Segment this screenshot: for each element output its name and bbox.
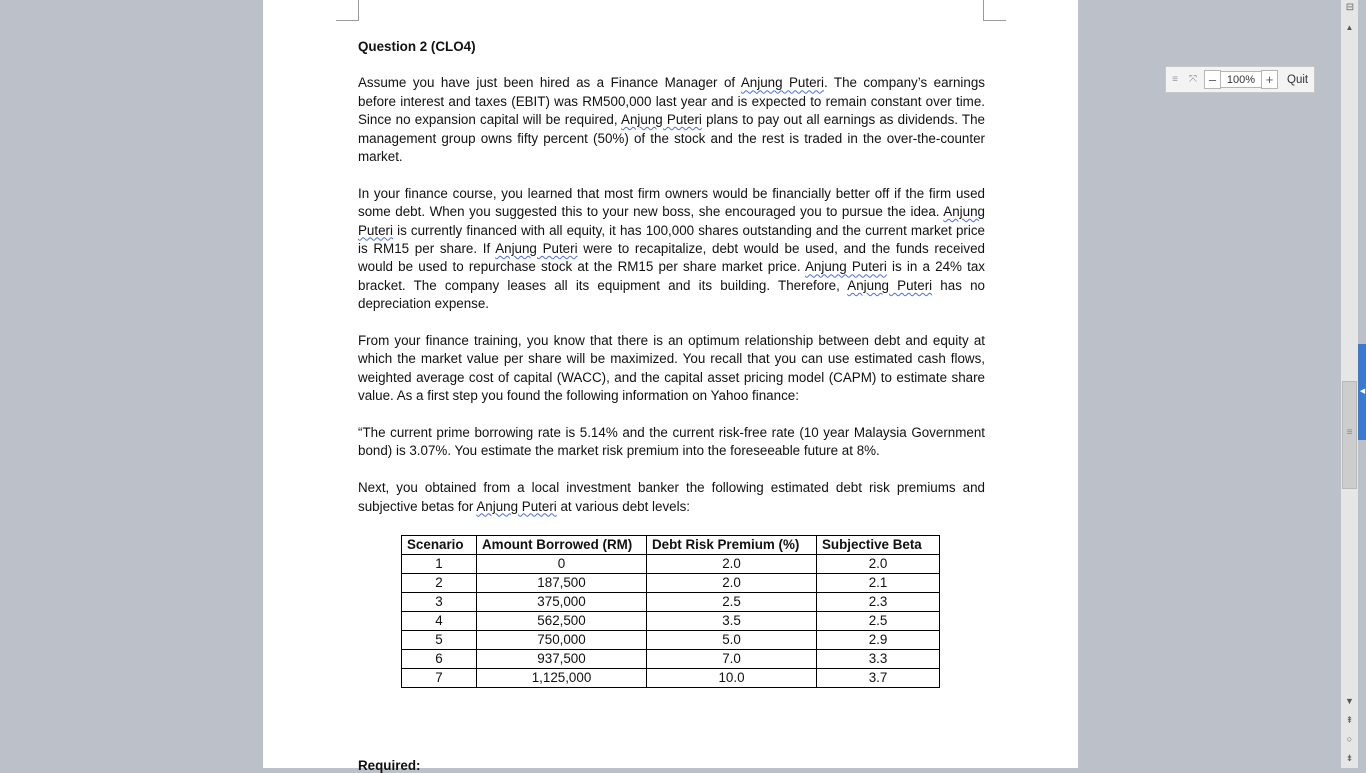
spellcheck-flagged-word: Anjung Puteri xyxy=(358,204,985,238)
table-row xyxy=(402,555,940,574)
debt-levels-table xyxy=(401,535,940,688)
spellcheck-flagged-word: Anjung Puteri xyxy=(740,75,824,91)
zoom-out-button[interactable]: – xyxy=(1204,70,1221,89)
cell-debt-risk-premium: 2.0 xyxy=(647,555,817,574)
table-row xyxy=(402,631,940,650)
cell-amount-borrowed: 937,500 xyxy=(477,650,647,669)
spellcheck-flagged-word: Anjung Puteri xyxy=(495,241,578,257)
arrow-down-icon[interactable]: ▼ xyxy=(1345,696,1354,706)
table-header-row xyxy=(402,536,940,555)
document-body[interactable] xyxy=(358,38,985,534)
text-run: In your finance course, you learned that most firm owners would be financially better off if the firm used some debt. When you suggested this to your new boss, she encouraged you to pursue the idea. xyxy=(358,185,985,220)
quit-button[interactable]: Quit xyxy=(1287,73,1309,86)
cell-scenario: 2 xyxy=(402,574,477,593)
page-corner-mark-left xyxy=(336,0,359,21)
cell-debt-risk-premium: 5.0 xyxy=(647,631,817,650)
text-run: has no depreciation expense. xyxy=(358,277,985,312)
cell-amount-borrowed: 562,500 xyxy=(477,612,647,631)
page-corner-mark-right xyxy=(983,0,1006,21)
cell-scenario: 7 xyxy=(402,669,477,688)
table-row xyxy=(402,612,940,631)
cell-subjective-beta: 3.3 xyxy=(817,650,940,669)
header-subjective-beta: Subjective Beta xyxy=(817,536,940,555)
text-run: Assume you have just been hired as a Finance Manager of xyxy=(358,75,741,91)
cell-scenario: 5 xyxy=(402,631,477,650)
header-debt-risk-premium: Debt Risk Premium (%) xyxy=(647,536,817,555)
required-heading: Required: xyxy=(358,758,421,773)
cell-amount-borrowed: 1,125,000 xyxy=(477,669,647,688)
fit-page-icon[interactable]: ⤧ xyxy=(1189,74,1197,85)
menu-icon[interactable]: ≡ xyxy=(1172,74,1178,85)
text-run: plans to pay out all earnings as dividends. The management group owns fifty percent (50%) of the stock and the rest is traded in the over-the-counter market. xyxy=(358,112,986,165)
cell-scenario: 3 xyxy=(402,593,477,612)
cell-debt-risk-premium: 2.0 xyxy=(647,574,817,593)
spellcheck-flagged-word: Anjung Puteri xyxy=(476,498,557,514)
text-run: . The company’s earnings before interest and taxes (EBIT) was RM500,000 last year and is expected to remain constant over time. Since no expansion capital will be required, xyxy=(358,75,985,128)
text-run: at various debt levels: xyxy=(556,498,690,514)
header-scenario: Scenario xyxy=(402,536,477,555)
cell-subjective-beta: 2.5 xyxy=(817,612,940,631)
cell-subjective-beta: 2.1 xyxy=(817,574,940,593)
text-run: Next, you obtained from a local investment banker the following estimated debt risk premiums and subjective betas for xyxy=(358,480,985,514)
text-run: is currently financed with all equity, it has 100,000 shares outstanding and the current market price is RM15 per share. If xyxy=(358,222,985,257)
cell-subjective-beta: 3.7 xyxy=(817,669,940,688)
spellcheck-flagged-word: Anjung Puteri xyxy=(847,277,933,293)
cell-debt-risk-premium: 3.5 xyxy=(647,612,817,631)
double-arrow-up-icon[interactable]: ⇞ xyxy=(1345,715,1354,725)
cell-amount-borrowed: 187,500 xyxy=(477,574,647,593)
cell-amount-borrowed: 0 xyxy=(477,555,647,574)
table-row xyxy=(402,650,940,669)
cell-scenario: 4 xyxy=(402,612,477,631)
chevron-left-icon: ◀ xyxy=(1359,388,1366,395)
question-heading: Question 2 (CLO4) xyxy=(358,39,476,54)
text-run: is in a 24% tax bracket. The company leases all its equipment and its building. Therefore, xyxy=(358,259,985,293)
cell-debt-risk-premium: 2.5 xyxy=(647,593,817,612)
table-row xyxy=(402,593,940,612)
text-run: “The current prime borrowing rate is 5.14% and the current risk-free rate (10 year Malaysia Government bond) is 3.07%. You estimate the market risk premium into the foreseeable future at 8%. xyxy=(358,425,985,459)
circle-icon[interactable]: ○ xyxy=(1346,734,1353,744)
table-row xyxy=(402,574,940,593)
zoom-in-button[interactable]: + xyxy=(1261,70,1278,89)
paragraph-5 xyxy=(358,479,985,516)
arrow-up-icon[interactable]: ▲ xyxy=(1345,23,1354,32)
paragraph-1 xyxy=(358,74,985,166)
cell-amount-borrowed: 750,000 xyxy=(477,631,647,650)
cell-scenario: 6 xyxy=(402,650,477,669)
reading-mode-toolbar xyxy=(1165,66,1315,93)
spellcheck-flagged-word: Anjung Puteri xyxy=(621,112,702,128)
cell-subjective-beta: 2.9 xyxy=(817,631,940,650)
cell-scenario: 1 xyxy=(402,555,477,574)
table-row xyxy=(402,669,940,688)
double-arrow-down-icon[interactable]: ⇟ xyxy=(1345,753,1354,763)
cell-debt-risk-premium: 10.0 xyxy=(647,669,817,688)
split-icon[interactable]: ⊟ xyxy=(1345,2,1355,13)
spellcheck-flagged-word: Anjung Puteri xyxy=(805,259,887,275)
paragraph-2 xyxy=(358,185,985,314)
cell-subjective-beta: 2.3 xyxy=(817,593,940,612)
cell-amount-borrowed: 375,000 xyxy=(477,593,647,612)
zoom-level[interactable]: 100% xyxy=(1221,71,1261,88)
document-page[interactable] xyxy=(263,0,1078,773)
text-run: From your finance training, you know that there is an optimum relationship between debt and equity at which the market value per share will be maximized. You recall that you can use estimated cash flows, weighted average cost of capital (WACC), and the capital asset pricing model (CAPM) to estimate share value. As a first step you found the following information on Yahoo finance: xyxy=(358,333,985,404)
header-amount-borrowed: Amount Borrowed (RM) xyxy=(477,536,647,555)
text-run: were to recapitalize, debt would be used, and the funds received would be used to repurchase stock at the RM15 per share market price. xyxy=(358,241,985,275)
paragraph-4 xyxy=(358,424,985,461)
grip-icon: ≡ xyxy=(1346,427,1353,438)
cell-debt-risk-premium: 7.0 xyxy=(647,650,817,669)
cell-subjective-beta: 2.0 xyxy=(817,555,940,574)
paragraph-3 xyxy=(358,332,985,406)
